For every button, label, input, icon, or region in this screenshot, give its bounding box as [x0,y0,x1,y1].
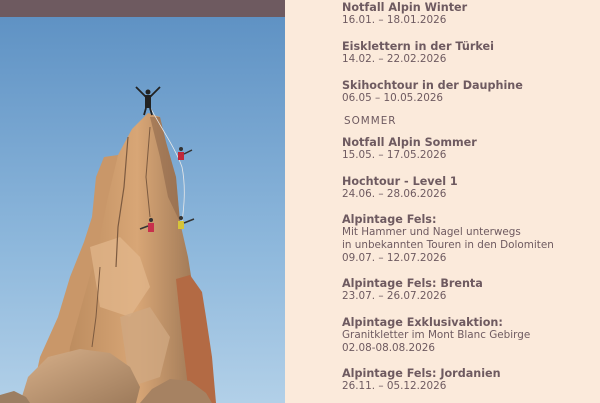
climbing-photo-panel [0,0,285,403]
event-title: Alpintage Fels: Brenta [342,277,483,290]
event-item [342,316,530,355]
event-title: Hochtour - Level 1 [342,175,458,188]
top-color-bar [0,0,285,17]
event-title: Alpintage Fels: Jordanien [342,367,501,380]
event-date: 26.11. – 05.12.2026 [342,380,447,392]
event-title: Skihochtour in der Dauphine [342,79,523,92]
event-description: Mit Hammer und Nagel unterwegs [342,226,521,238]
event-date: 02.08-08.08.2026 [342,342,435,354]
event-title: Notfall Alpin Sommer [342,136,477,149]
season-heading: SOMMER [344,115,397,127]
event-date: 23.07. – 26.07.2026 [342,290,447,302]
event-description: in unbekannten Touren in den Dolomiten [342,239,554,251]
event-date: 09.07. – 12.07.2026 [342,252,447,264]
event-date: 24.06. – 28.06.2026 [342,188,447,200]
event-title: Notfall Alpin Winter [342,1,468,14]
event-title: Alpintage Exklusivaktion: [342,316,503,329]
event-date: 16.01. – 18.01.2026 [342,14,447,26]
event-item [342,175,458,201]
event-item [342,136,477,162]
climbers-on-rock-spire-photo [0,17,285,403]
event-title: Alpintage Fels: [342,213,437,226]
event-item [342,40,494,66]
event-date: 06.05 – 10.05.2026 [342,92,444,104]
event-title: Eisklettern in der Türkei [342,40,494,53]
event-item [342,79,523,105]
event-date: 14.02. – 22.02.2026 [342,53,447,65]
event-item [342,213,554,265]
event-item [342,277,483,303]
event-item [342,367,501,393]
event-description: Granitkletter im Mont Blanc Gebirge [342,329,531,341]
event-date: 15.05. – 17.05.2026 [342,149,447,161]
event-item [342,1,467,27]
